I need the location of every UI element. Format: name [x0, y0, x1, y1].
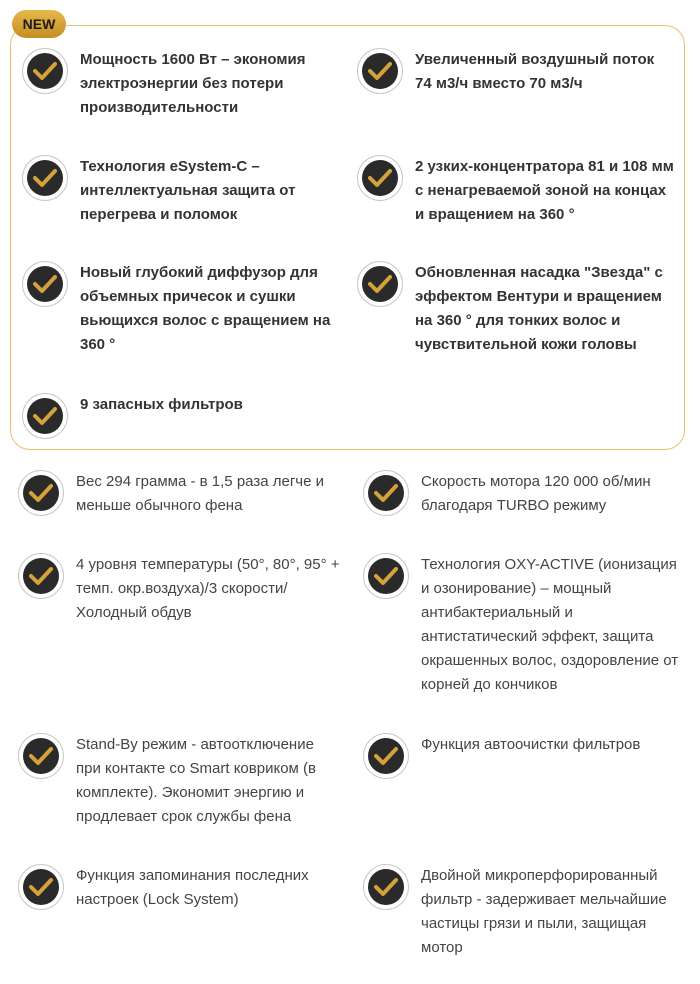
checkmark-icon	[18, 733, 64, 779]
feature-text: Stand-By режим - автоотключение при контакте со Smart ковриком (в комплекте). Экономит энергию и продлевает срок службы фена	[76, 736, 316, 825]
new-feature-text: Новый глубокий диффузор для объемных причесок и сушки вьющихся волос с вращением на 360 °	[80, 264, 331, 353]
feature-item	[18, 553, 340, 625]
feature-item	[18, 864, 309, 912]
checkmark-icon	[363, 864, 409, 910]
feature-text: Скорость мотора 120 000 об/мин благодаря TURBO режиму	[421, 473, 651, 514]
new-feature-item	[357, 48, 654, 96]
feature-text: Технология OXY-ACTIVE (ионизация и озонирование) – мощный антибактериальный и антистатический эффект, защита окрашенных волос, оздоровление от корней до кончиков	[421, 556, 679, 693]
checkmark-icon	[357, 261, 403, 307]
new-feature-item	[22, 261, 330, 357]
new-feature-item	[22, 155, 295, 227]
feature-text: Вес 294 грамма - в 1,5 раза легче и меньше обычного фена	[76, 473, 324, 514]
new-badge: NEW	[12, 10, 66, 38]
feature-item	[363, 470, 651, 518]
new-feature-item	[22, 48, 305, 120]
feature-text: Двойной микроперфорированный фильтр - задерживает мельчайшие частицы грязи и пыли, защищая мотор	[421, 867, 667, 956]
checkmark-icon	[363, 470, 409, 516]
feature-item	[363, 864, 667, 960]
new-feature-text: 9 запасных фильтров	[80, 396, 243, 413]
feature-text: Функция автоочистки фильтров	[421, 736, 641, 753]
new-feature-text: Обновленная насадка "Звезда" с эффектом Вентури и вращением на 360 ° для тонких волос и чувствительной кожи головы	[415, 264, 663, 353]
checkmark-icon	[18, 864, 64, 910]
checkmark-icon	[357, 155, 403, 201]
checkmark-icon	[22, 48, 68, 94]
new-feature-text: 2 узких-концентратора 81 и 108 мм с ненагреваемой зоной на концах и вращением на 360 °	[415, 158, 674, 223]
checkmark-icon	[22, 393, 68, 439]
checkmark-icon	[363, 733, 409, 779]
feature-item	[363, 733, 640, 779]
checkmark-icon	[18, 553, 64, 599]
new-feature-text: Технология eSystem-C – интеллектуальная защита от перегрева и поломок	[80, 158, 296, 223]
checkmark-icon	[18, 470, 64, 516]
feature-item	[363, 553, 678, 697]
new-feature-item	[357, 261, 663, 357]
checkmark-icon	[22, 155, 68, 201]
feature-item	[18, 470, 324, 518]
checkmark-icon	[357, 48, 403, 94]
checkmark-icon	[22, 261, 68, 307]
checkmark-icon	[363, 553, 409, 599]
new-feature-item	[22, 393, 243, 439]
feature-text: Функция запоминания последних настроек (Lock System)	[76, 867, 309, 908]
new-feature-text: Мощность 1600 Вт – экономия электроэнергии без потери производительности	[80, 51, 306, 116]
feature-item	[18, 733, 316, 829]
feature-text: 4 уровня температуры (50°, 80°, 95° + темп. окр.воздуха)/3 скорости/ Холодный обдув	[76, 556, 340, 621]
new-feature-item	[357, 155, 674, 227]
new-feature-text: Увеличенный воздушный поток 74 м3/ч вместо 70 м3/ч	[415, 51, 655, 92]
